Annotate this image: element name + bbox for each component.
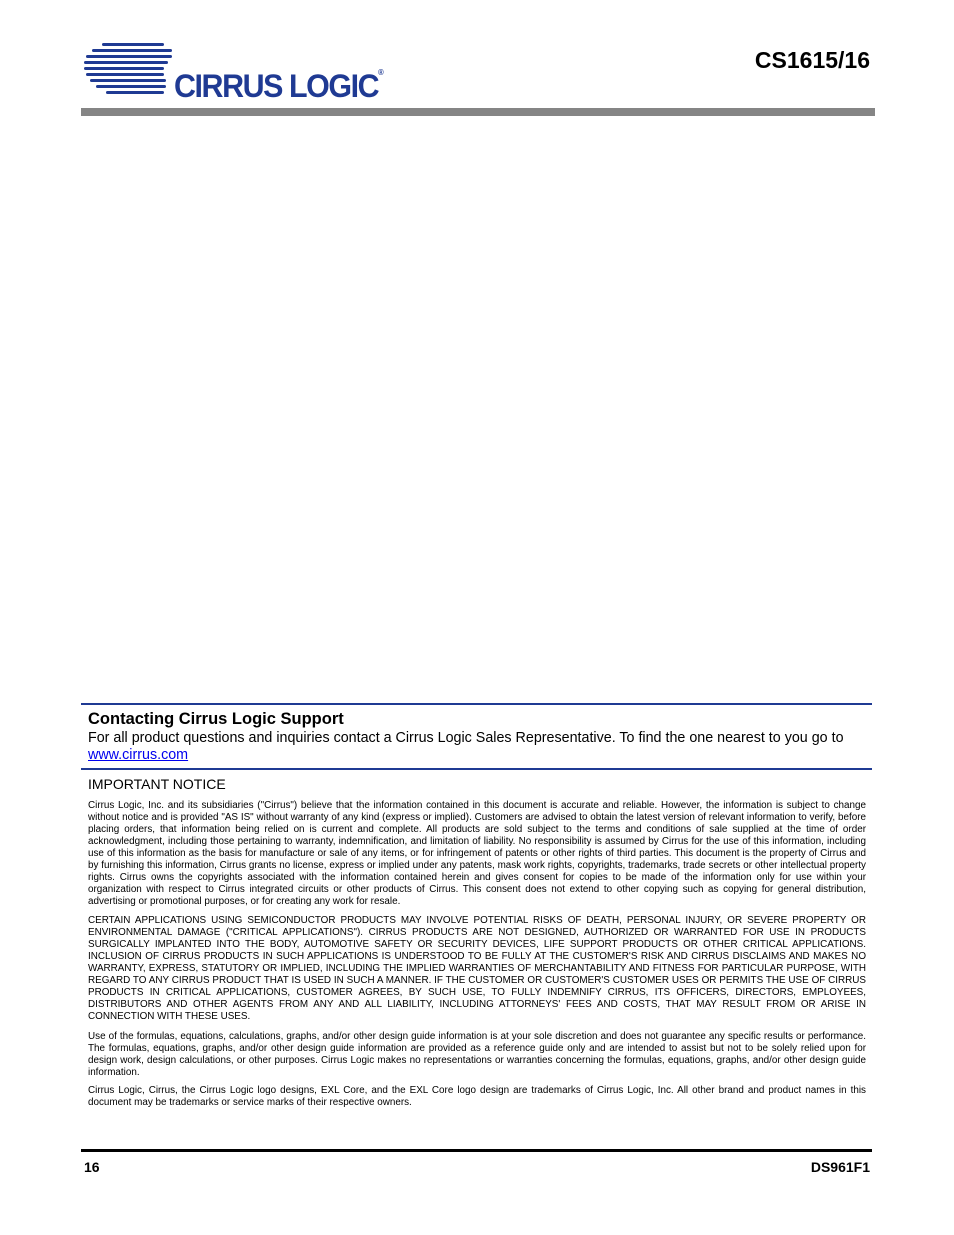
- notice-top-rule: [81, 768, 872, 770]
- page-number: 16: [84, 1159, 100, 1175]
- contact-top-rule: [81, 703, 872, 705]
- notice-title: IMPORTANT NOTICE: [88, 776, 226, 792]
- document-number: DS961F1: [810, 1159, 870, 1175]
- contact-text: For all product questions and inquiries contact a Cirrus Logic Sales Representative. To find the one nearest to you go to: [88, 730, 844, 746]
- registered-mark: ®: [378, 68, 384, 77]
- brand-name: CIRRUS LOGIC: [174, 68, 379, 104]
- part-number: CS1615/16: [754, 47, 870, 73]
- notice-paragraph: Cirrus Logic, Inc. and its subsidiaries ("Cirrus") believe that the information contained in this document is accurate and reliable. However, the information is subject to change without notice and is provided "AS IS" without warranty of any kind (express or implied). Customers are advised to obtain the latest version of relevant information to verify, before placing orders, that information being relied on is current and complete. All products are sold subject to the terms and conditions of sale supplied at the time of order acknowledgment, including those pertaining to warranty, indemnification, and limitation of liability. No responsibility is assumed by Cirrus for the use of this information, including use of this information as the basis for manufacture or sale of any items, or for infringement of patents or other rights of third parties. This document is the property of Cirrus and by furnishing this information, Cirrus grants no license, express or implied under any patents, mask work rights, copyrights, trademarks, trade secrets or other intellectual property rights. Cirrus owns the copyrights associated with the information contained herein and gives consent for copies to be made of the information only for use within your organization with respect to Cirrus integrated circuits or other products of Cirrus. This consent does not extend to other copying such as copying for general distribution, advertising or promotional purposes, or for creating any work for resale.: [88, 800, 866, 907]
- cirrus-logic-logo: [84, 40, 384, 104]
- notice-paragraph: Use of the formulas, equations, calculations, graphs, and/or other design guide information is at your sole discretion and does not guarantee any specific results or performance. The formulas, equations, graphs, and/or other design guide information are provided as a reference guide only and are intended to assist but not to be solely relied upon for design work, design calculations, or other purposes. Cirrus Logic makes no representations or warranties concerning the formulas, equations, graphs, and/or other design guide information.: [88, 1031, 866, 1078]
- notice-paragraph: CERTAIN APPLICATIONS USING SEMICONDUCTOR PRODUCTS MAY INVOLVE POTENTIAL RISKS OF DEATH, PERSONAL INJURY, OR SEVERE PROPERTY OR ENVIRONMENTAL DAMAGE ("CRITICAL APPLICATIONS"). CIRRUS PRODUCTS ARE NOT DESIGNED, AUTHORIZED OR WARRANTED FOR USE IN PRODUCTS SURGICALLY IMPLANTED INTO THE BODY, AUTOMOTIVE SAFETY OR SECURITY DEVICES, LIFE SUPPORT PRODUCTS OR OTHER CRITICAL APPLICATIONS. INCLUSION OF CIRRUS PRODUCTS IN SUCH APPLICATIONS IS UNDERSTOOD TO BE FULLY AT THE CUSTOMER'S RISK AND CIRRUS DISCLAIMS AND MAKES NO WARRANTY, EXPRESS, STATUTORY OR IMPLIED, INCLUDING THE IMPLIED WARRANTIES OF MERCHANTABILITY AND FITNESS FOR PARTICULAR PURPOSE, WITH REGARD TO ANY CIRRUS PRODUCT THAT IS USED IN SUCH A MANNER. IF THE CUSTOMER OR CUSTOMER'S CUSTOMER USES OR PERMITS THE USE OF CIRRUS PRODUCTS IN CRITICAL APPLICATIONS, CUSTOMER AGREES, BY SUCH USE, TO FULLY INDEMNIFY CIRRUS, ITS OFFICERS, DIRECTORS, EMPLOYEES, DISTRIBUTORS AND OTHER AGENTS FROM ANY AND ALL LIABILITY, INCLUDING ATTORNEYS' FEES AND COSTS, THAT MAY RESULT FROM OR ARISE IN CONNECTION WITH THESE USES.: [88, 915, 866, 1022]
- brand-wordmark: [174, 68, 384, 105]
- contact-title: Contacting Cirrus Logic Support: [88, 710, 344, 728]
- cirrus-website-link[interactable]: www.cirrus.com: [88, 746, 189, 763]
- footer-rule: [81, 1149, 872, 1152]
- contact-body: [88, 730, 866, 763]
- notice-paragraph: Cirrus Logic, Cirrus, the Cirrus Logic logo designs, EXL Core, and the EXL Core logo design are trademarks of Cirrus Logic, Inc. All other brand and product names in this document may be trademarks or service marks of their respective owners.: [88, 1085, 866, 1108]
- header-rule: [81, 108, 875, 116]
